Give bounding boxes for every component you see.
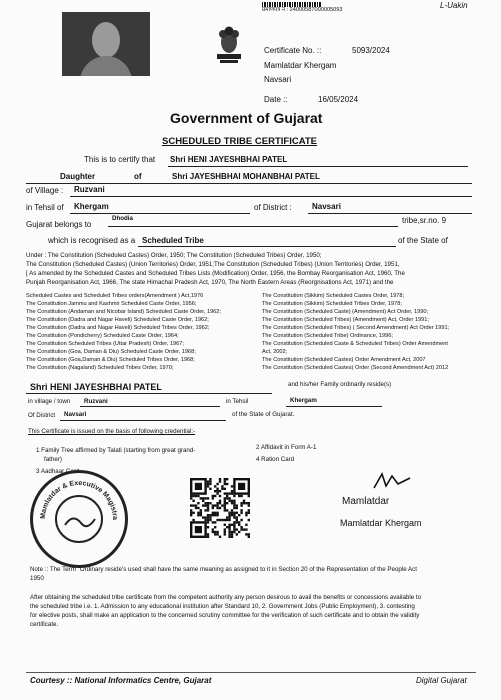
footer-digital-gujarat: Digital Gujarat bbox=[416, 676, 467, 685]
under-line-4: Punjab Reorganisation Act, 1966, The state Himachal Pradesh Act, 1970, The North Eastern Areas (Reorgnisations Act, 1971) and the bbox=[26, 279, 394, 286]
credential-3: 3 Aadhaar Card bbox=[36, 468, 80, 475]
state-of-text: of the State of bbox=[398, 236, 448, 245]
res-district-label: Of District bbox=[28, 412, 56, 419]
family-reside-text: and his/her Family ordinarily reside(s) bbox=[288, 381, 392, 388]
corner-handwritten-note: L-Uakin bbox=[440, 1, 468, 10]
date-value: 16/05/2024 bbox=[318, 95, 359, 104]
order-left-1: Scheduled Castes and Scheduled Tribes orders(Amendment ) Act,1976 bbox=[26, 293, 204, 299]
basis-text: This Certificate is issued on the basis of following credential:- bbox=[28, 428, 196, 435]
order-right-1: The Constitution (Sikkim) Scheduled Castes Order, 1978; bbox=[262, 293, 405, 299]
issuer-name: Mamlatdar Khergam bbox=[264, 61, 337, 70]
order-right-5: The Constitution (Scheduled Tribes) ( Second Amendment) Act Order 1991; bbox=[262, 325, 450, 331]
res-district-value: Navsari bbox=[64, 411, 87, 418]
after-line-1: After obtaining the scheduled tribe certificate from the competent authority any person desirous to avail the benefits or concessions available to bbox=[30, 594, 422, 601]
credential-1: 1 Family Tree affirmed by Talati (starting from great grand- bbox=[36, 447, 196, 454]
order-left-8: The Constitution (Goa, Daman & Diu) Scheduled Caste Order, 1968; bbox=[26, 349, 196, 355]
seal-text: Mamlatdar & Executive Magistra bbox=[39, 479, 119, 521]
order-left-2: The Constitution Jammu and Kashmir Scheduled Caste Order, 1956; bbox=[26, 301, 197, 307]
order-right-8: Act, 2002; bbox=[262, 349, 288, 355]
order-right-2: The Constitution (Sikkim) Scheduled Tribes Order, 1978; bbox=[262, 301, 402, 307]
order-left-4: The Constitution (Dadra and Nagar Haveli) Scheduled Caste Order, 1962; bbox=[26, 317, 209, 323]
res-tehsil-label: in Tehsil bbox=[226, 398, 249, 405]
parent-name: Shri JAYESHBHAI MOHANBHAI PATEL bbox=[172, 172, 320, 181]
after-line-2: the scheduled tribe i.e. 1. Admission to any educational institution after Standard 10, 2. Government Jobs (Public Employment), 3. contesting bbox=[30, 603, 415, 610]
certificate-no-value: 5093/2024 bbox=[352, 46, 390, 55]
order-right-9: The Constitution (Scheduled Castes) Order Amendment Act, 2007 bbox=[262, 357, 426, 363]
issuer-district: Navsari bbox=[264, 75, 292, 84]
barcode-text: प्रमाणपत्र नं : 24000587000005093 bbox=[262, 7, 343, 13]
tehsil-value: Khergam bbox=[74, 202, 109, 211]
recognised-label: which is recognised as a bbox=[48, 236, 136, 245]
after-line-4: certificate. bbox=[30, 621, 59, 628]
certify-text: This is to certify that bbox=[84, 155, 156, 164]
tribe-sr-label: tribe,sr.no. 9 bbox=[402, 216, 447, 225]
applicant-photo bbox=[62, 12, 150, 76]
note-line-1: Note :: The Term "Ordinary reside's used shall have the same meaning as assigned to it in Section 20 of the Representation of the People Act bbox=[30, 566, 417, 573]
district-label: of District : bbox=[254, 203, 292, 212]
of-text: of bbox=[134, 172, 142, 181]
credential-1-cont: father) bbox=[44, 456, 62, 463]
order-left-5: The Constitution (Dadra and Nagar Haveli) Scheduled Tribes Order, 1962; bbox=[26, 325, 210, 331]
certificate-subtitle: SCHEDULED TRIBE CERTIFICATE bbox=[162, 136, 317, 147]
residence-name: Shri HENI JAYESHBHAI PATEL bbox=[30, 382, 162, 392]
district-value: Navsari bbox=[312, 202, 341, 211]
res-village-value: Ruzvani bbox=[84, 398, 108, 405]
order-left-9: The Constitution (Goa,Daman & Diu) Scheduled Tribes Order, 1968; bbox=[26, 357, 195, 363]
belongs-label: Gujarat belongs to bbox=[26, 220, 92, 229]
credential-4: 4 Ration Card bbox=[256, 456, 295, 463]
order-left-6: The Constitution (Pondicherry) Scheduled Caste Order, 1964; bbox=[26, 333, 179, 339]
order-left-3: The Constitution (Andaman and Nicobar Island) Scheduled Caste Order, 1962; bbox=[26, 309, 221, 315]
under-line-3: [ As amended by the Scheduled Castes and Scheduled Tribes Lists (Modification) Order, 1956, the Bombay Reorganisation Act, 1960, The bbox=[26, 270, 405, 277]
village-value: Ruzvani bbox=[74, 185, 105, 194]
order-left-7: The Constitution Scheduled Tribes (Uttar Pradesh) Order, 1967; bbox=[26, 341, 184, 347]
res-tehsil-value: Khergam bbox=[290, 397, 317, 404]
res-state-text: of the State of Gujarat. bbox=[232, 411, 295, 418]
under-line-1: Under : The Constitution (Scheduled Castes) Order, 1950; The Constitution (Scheduled Tribes) Order, 1950; bbox=[26, 252, 322, 259]
signature-title: Mamlatdar bbox=[342, 496, 390, 507]
person-name: Shri HENI JAYESHBHAI PATEL bbox=[170, 155, 288, 164]
page-title: Government of Gujarat bbox=[170, 110, 323, 126]
tribe-value: Dhodia bbox=[112, 215, 133, 222]
footer-courtesy: Courtesy :: National Informatics Centre, Gujarat bbox=[30, 676, 212, 685]
after-line-3: for elective posts, shall make an application to the concerned scrutiny committee for the verification of such certificate and to obtain the validity bbox=[30, 612, 420, 619]
svg-text:Mamlatdar & Executive Magistra bbox=[33, 473, 118, 520]
village-label: of Village : bbox=[26, 186, 64, 195]
order-right-3: The Constitution (Scheduled Caste) (Amendment) Act Order, 1990; bbox=[262, 309, 429, 315]
under-line-2: The Constitution (Scheduled Castes) (Union Territories) Order, 1951;The Constitution (Scheduled Tribes) (Union Territories) Order, 1951, bbox=[26, 261, 400, 268]
signature-mark bbox=[372, 470, 412, 492]
tehsil-label: in Tehsil of bbox=[26, 203, 64, 212]
order-right-10: The Constitution (Scheduled Castes) Order (Second Amendment Act) 2012 bbox=[262, 365, 449, 371]
official-seal-stamp bbox=[30, 470, 128, 568]
note-line-2: 1950 bbox=[30, 575, 44, 582]
order-right-7: The Constitution (Scheduled Caste & Scheduled Tribes) Order Amendment bbox=[262, 341, 448, 347]
recognised-value: Scheduled Tribe bbox=[142, 236, 204, 245]
state-emblem-icon bbox=[214, 24, 244, 66]
order-right-4: The Constitution (Scheduled Tribes) (Amendment) Act, Order 1991; bbox=[262, 317, 429, 323]
order-right-6: The Constitution (Scheduled Tribe) Ordinance, 1996; bbox=[262, 333, 393, 339]
date-label: Date :: bbox=[264, 95, 288, 104]
relation: Daughter bbox=[60, 172, 96, 181]
order-left-10: The Constitution (Nagaland) Scheduled Tribes Order, 1970; bbox=[26, 365, 174, 370]
qr-code bbox=[190, 478, 250, 538]
credential-2: 2 Affidavit in Form A-1 bbox=[256, 444, 317, 451]
signature-office: Mamlatdar Khergam bbox=[340, 518, 422, 528]
certificate-no-label: Certificate No. :: bbox=[264, 46, 322, 55]
res-village-label: in village / town bbox=[28, 398, 71, 405]
